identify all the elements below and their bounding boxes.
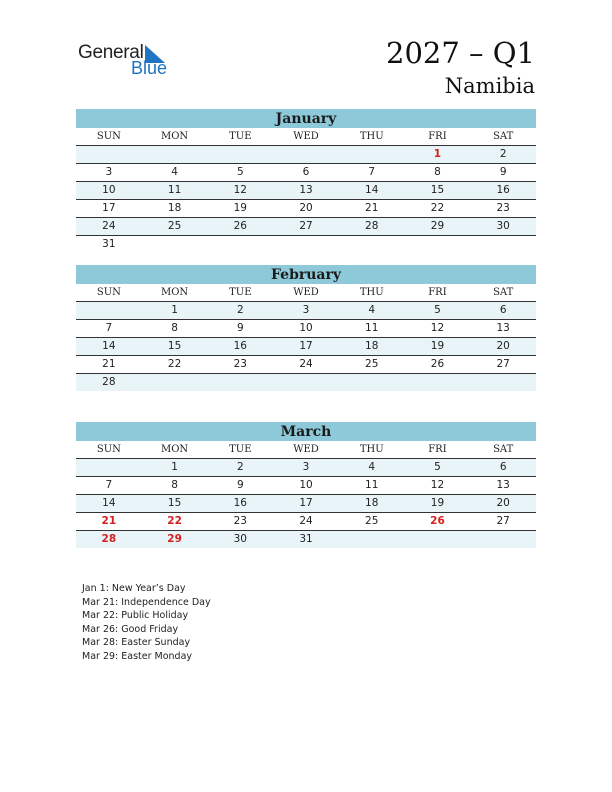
day-cell: 4	[368, 304, 376, 316]
week-row	[76, 338, 536, 356]
day-cell	[207, 374, 273, 391]
month-name: February	[76, 265, 536, 284]
day-cell: 23	[496, 202, 510, 214]
day-cell: 16	[233, 497, 247, 509]
day-cell: 28	[101, 533, 117, 545]
month-january	[76, 109, 536, 253]
weekday-label: FRI	[428, 131, 447, 142]
day-cell	[207, 236, 273, 253]
day-cell: 22	[167, 515, 182, 527]
weekday-label: THU	[359, 131, 384, 142]
day-cell: 13	[496, 479, 510, 491]
day-cell: 25	[365, 358, 379, 370]
week-row	[76, 302, 536, 320]
day-cell: 2	[499, 148, 507, 160]
day-cell: 11	[365, 479, 379, 491]
day-cell: 25	[167, 220, 182, 232]
day-cell: 22	[167, 358, 182, 370]
day-cell	[339, 146, 405, 163]
weekday-label: MON	[160, 444, 189, 455]
page-title: 2027 – Q1	[386, 36, 535, 70]
weekday-label: WED	[293, 444, 319, 455]
week-row	[76, 320, 536, 338]
day-cell: 11	[167, 184, 182, 196]
day-cell: 20	[299, 202, 313, 214]
day-cell: 10	[299, 322, 313, 334]
day-cell: 8	[171, 322, 178, 334]
week-row	[76, 459, 536, 477]
day-cell: 13	[299, 184, 313, 196]
week-row	[76, 495, 536, 513]
day-cell: 21	[102, 358, 116, 370]
holiday-note: Mar 29: Easter Monday	[82, 650, 193, 662]
day-cell: 14	[365, 184, 379, 196]
day-cell: 26	[430, 358, 445, 370]
week-row	[76, 356, 536, 374]
day-cell: 31	[299, 533, 313, 545]
day-cell: 27	[496, 358, 510, 370]
day-cell: 10	[299, 479, 313, 491]
month-name: March	[76, 422, 536, 441]
day-cell: 15	[167, 340, 182, 352]
weekday-header-row	[76, 441, 536, 459]
day-cell: 16	[496, 184, 510, 196]
day-cell: 5	[434, 304, 441, 316]
day-cell	[339, 374, 405, 391]
holiday-notes	[82, 582, 211, 663]
day-cell	[273, 236, 339, 253]
day-cell: 3	[105, 166, 113, 178]
weekday-label: WED	[293, 287, 319, 298]
weekday-label: TUE	[229, 287, 252, 298]
day-cell: 2	[236, 304, 244, 316]
month-february	[76, 265, 536, 391]
day-cell: 28	[102, 376, 116, 388]
day-cell	[470, 531, 536, 548]
day-cell: 9	[499, 166, 507, 178]
day-cell: 12	[233, 184, 247, 196]
day-cell: 31	[102, 238, 116, 250]
day-cell: 7	[368, 166, 376, 178]
day-cell: 25	[365, 515, 379, 527]
week-row	[76, 146, 536, 164]
day-cell: 19	[233, 202, 247, 214]
week-row	[76, 531, 536, 548]
day-cell: 28	[365, 220, 379, 232]
day-cell: 29	[167, 533, 182, 545]
day-cell: 4	[368, 461, 376, 473]
day-cell: 24	[299, 515, 313, 527]
week-row	[76, 236, 536, 253]
day-cell: 15	[167, 497, 182, 509]
day-cell: 26	[430, 515, 445, 527]
day-cell: 1	[171, 304, 178, 316]
day-cell: 20	[496, 340, 510, 352]
day-cell: 6	[302, 166, 310, 178]
day-cell: 19	[430, 340, 445, 352]
day-cell: 17	[299, 497, 313, 509]
day-cell: 16	[233, 340, 247, 352]
logo-word-general: General	[78, 42, 144, 63]
week-row	[76, 477, 536, 495]
weekday-label: FRI	[428, 287, 447, 298]
day-cell: 30	[496, 220, 510, 232]
day-cell	[405, 236, 471, 253]
day-cell	[76, 302, 142, 319]
day-cell	[207, 146, 273, 163]
day-cell	[405, 531, 471, 548]
day-cell: 8	[434, 166, 441, 178]
weekday-label: MON	[160, 131, 189, 142]
week-row	[76, 218, 536, 236]
day-cell: 8	[171, 479, 178, 491]
day-cell: 27	[496, 515, 510, 527]
logo-word-blue: Blue	[131, 58, 168, 78]
weekday-header-row	[76, 284, 536, 302]
holiday-note: Mar 26: Good Friday	[82, 623, 179, 635]
day-cell: 23	[233, 515, 247, 527]
day-cell: 6	[499, 304, 507, 316]
day-cell: 23	[233, 358, 247, 370]
day-cell: 6	[499, 461, 507, 473]
day-cell: 27	[299, 220, 313, 232]
day-cell: 19	[430, 497, 445, 509]
day-cell: 1	[433, 148, 442, 160]
weekday-label: TUE	[229, 444, 252, 455]
day-cell: 15	[430, 184, 445, 196]
weekday-label: TUE	[229, 131, 252, 142]
day-cell: 18	[167, 202, 182, 214]
week-row	[76, 513, 536, 531]
day-cell: 7	[105, 479, 113, 491]
day-cell: 29	[430, 220, 445, 232]
day-cell	[339, 531, 405, 548]
day-cell: 4	[171, 166, 178, 178]
weekday-label: WED	[293, 131, 319, 142]
holiday-note: Mar 28: Easter Sunday	[82, 637, 191, 648]
day-cell	[273, 146, 339, 163]
day-cell: 2	[236, 461, 244, 473]
week-row	[76, 374, 536, 391]
month-name: January	[76, 109, 536, 128]
day-cell: 17	[102, 202, 116, 214]
weekday-label: SUN	[96, 131, 121, 142]
day-cell	[76, 459, 142, 476]
day-cell: 14	[102, 497, 116, 509]
day-cell	[405, 374, 471, 391]
day-cell: 3	[302, 461, 310, 473]
day-cell: 18	[365, 497, 379, 509]
day-cell: 3	[302, 304, 310, 316]
day-cell	[273, 374, 339, 391]
day-cell: 21	[365, 202, 379, 214]
day-cell: 9	[236, 479, 244, 491]
weekday-label: SAT	[493, 287, 514, 298]
logo	[78, 42, 188, 82]
day-cell: 14	[102, 340, 116, 352]
weekday-label: FRI	[428, 444, 447, 455]
day-cell	[142, 236, 208, 253]
day-cell: 30	[233, 533, 247, 545]
weekday-label: SAT	[493, 444, 514, 455]
country-name: Namibia	[444, 74, 535, 98]
day-cell: 12	[430, 479, 445, 491]
holiday-note: Mar 22: Public Holiday	[82, 610, 189, 621]
day-cell: 24	[102, 220, 116, 232]
day-cell	[339, 236, 405, 253]
day-cell: 5	[434, 461, 441, 473]
weekday-label: SUN	[96, 444, 121, 455]
day-cell: 17	[299, 340, 313, 352]
day-cell: 13	[496, 322, 510, 334]
weekday-label: SAT	[493, 131, 514, 142]
day-cell: 12	[430, 322, 445, 334]
day-cell: 18	[365, 340, 379, 352]
day-cell: 9	[236, 322, 244, 334]
day-cell: 21	[101, 515, 117, 527]
day-cell: 10	[102, 184, 116, 196]
weekday-label: THU	[359, 287, 384, 298]
day-cell	[142, 374, 208, 391]
day-cell: 24	[299, 358, 313, 370]
weekday-header-row	[76, 128, 536, 146]
week-row	[76, 200, 536, 218]
holiday-note: Mar 21: Independence Day	[82, 596, 211, 608]
day-cell: 1	[171, 461, 178, 473]
day-cell	[470, 374, 536, 391]
month-march	[76, 422, 536, 548]
holiday-note: Jan 1: New Year’s Day	[82, 583, 186, 594]
week-row	[76, 182, 536, 200]
day-cell: 11	[365, 322, 379, 334]
day-cell: 7	[105, 322, 113, 334]
week-row	[76, 164, 536, 182]
day-cell: 20	[496, 497, 510, 509]
weekday-label: THU	[359, 444, 384, 455]
weekday-label: MON	[160, 287, 189, 298]
day-cell: 5	[236, 166, 244, 178]
day-cell	[470, 236, 536, 253]
day-cell	[142, 146, 208, 163]
day-cell: 26	[233, 220, 247, 232]
day-cell	[76, 146, 142, 163]
day-cell: 22	[430, 202, 445, 214]
weekday-label: SUN	[96, 287, 121, 298]
